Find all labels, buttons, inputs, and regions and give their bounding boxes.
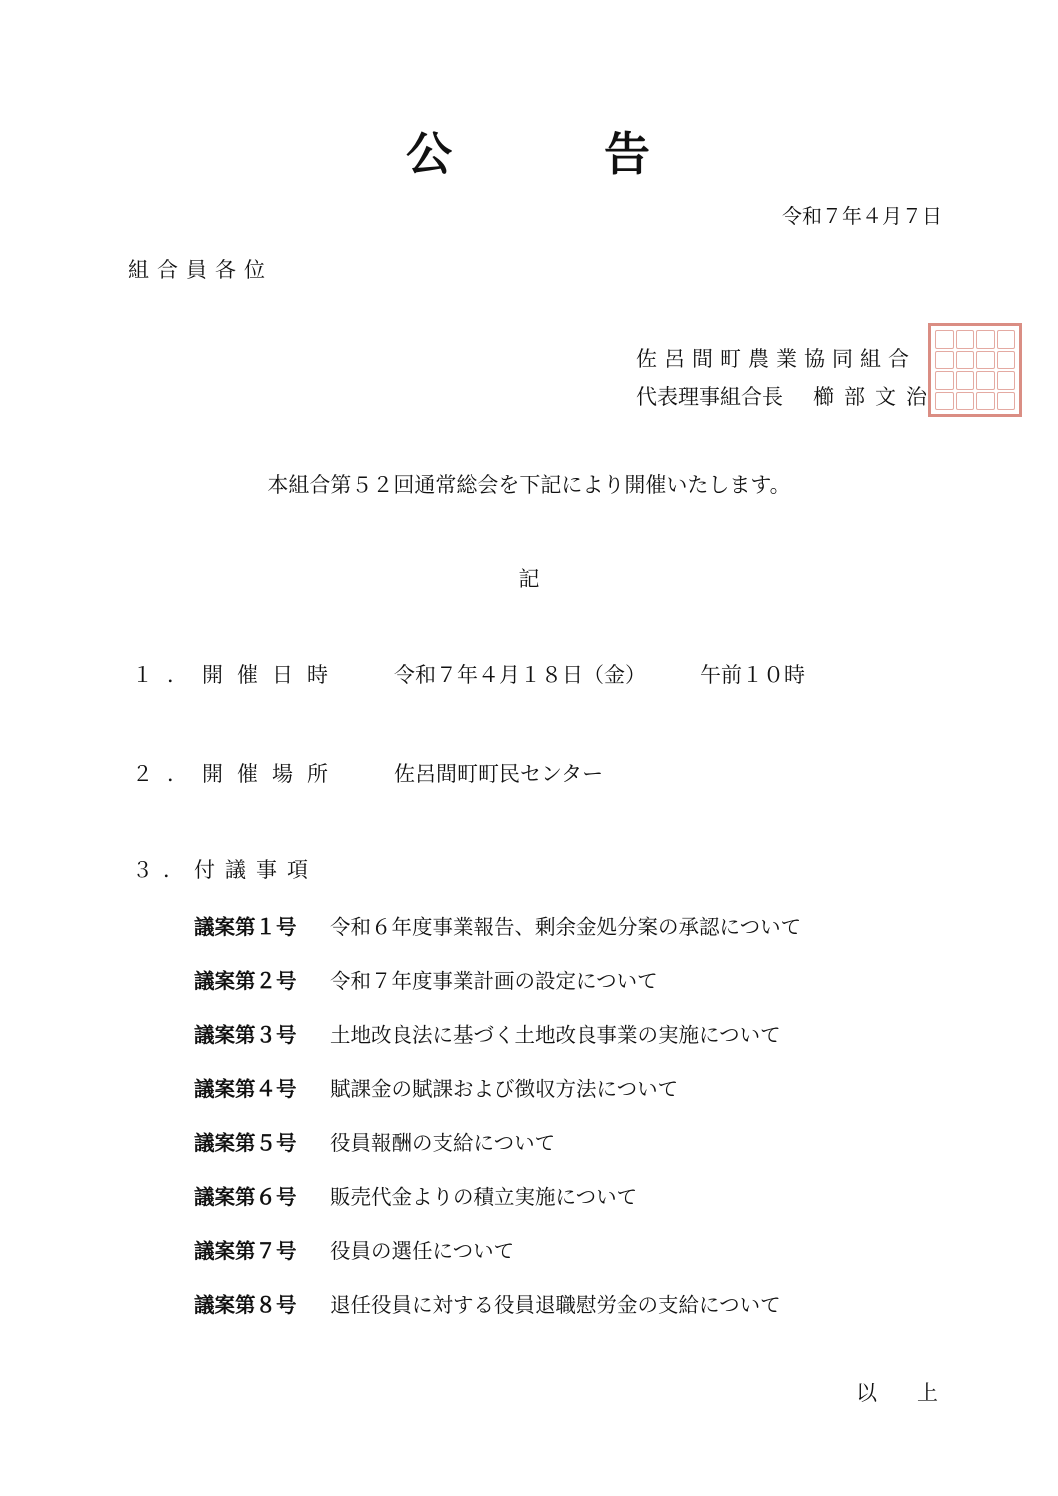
item-label: ２．開催場所 [132, 762, 342, 786]
title-char-2: 告 [604, 127, 652, 181]
agenda-text: 役員の選任について [330, 1239, 515, 1263]
agenda-item [194, 964, 658, 994]
agenda-item [194, 1126, 555, 1156]
item-label: ３．付議事項 [132, 858, 318, 882]
issue-date: 令和７年４月７日 [782, 204, 942, 228]
agenda-number: 議案第８号 [194, 1293, 297, 1317]
agenda-number: 議案第３号 [194, 1023, 297, 1047]
agenda-item [194, 1234, 514, 1264]
agenda-number: 議案第７号 [194, 1239, 297, 1263]
item-meeting-datetime [132, 659, 805, 689]
agenda-text: 退任役員に対する役員退職慰労金の支給について [330, 1293, 781, 1317]
agenda-item [194, 1288, 781, 1318]
item-value: 令和７年４月１８日（金） [394, 663, 646, 687]
item-meeting-place [132, 758, 603, 788]
addressee: 組合員各位 [128, 258, 273, 282]
item-time: 午前１０時 [700, 663, 805, 687]
agenda-text: 販売代金よりの積立実施について [330, 1185, 638, 1209]
issuer-organization: 佐呂間町農業協同組合 [636, 347, 916, 371]
item-value: 佐呂間町町民センター [394, 762, 604, 786]
agenda-text: 令和７年度事業計画の設定について [330, 969, 658, 993]
agenda-item [194, 1018, 781, 1048]
notice-title [0, 118, 1058, 184]
official-seal-stamp [928, 323, 1022, 417]
agenda-text: 令和６年度事業報告、剰余金処分案の承認について [330, 915, 802, 939]
agenda-number: 議案第６号 [194, 1185, 297, 1209]
issuer-name: 櫛部文治 [813, 385, 937, 409]
agenda-number: 議案第２号 [194, 969, 297, 993]
issuer-representative [636, 381, 937, 411]
agenda-number: 議案第１号 [194, 915, 297, 939]
agenda-number: 議案第４号 [194, 1077, 297, 1101]
item-agenda-heading [132, 854, 394, 884]
agenda-text: 賦課金の賦課および徴収方法について [330, 1077, 679, 1101]
intro-text: 本組合第５２回通常総会を下記により開催いたします。 [267, 473, 791, 497]
issuer-title: 代表理事組合長 [636, 385, 783, 409]
agenda-item [194, 1072, 678, 1102]
ki-heading: 記 [518, 567, 540, 591]
closing-mark: 以上 [856, 1381, 978, 1405]
agenda-item [194, 910, 801, 940]
agenda-item [194, 1180, 637, 1210]
agenda-text: 役員報酬の支給について [330, 1131, 556, 1155]
item-label: １．開催日時 [132, 663, 342, 687]
title-char-1: 公 [406, 127, 454, 181]
agenda-text: 土地改良法に基づく土地改良事業の実施について [330, 1023, 781, 1047]
agenda-number: 議案第５号 [194, 1131, 297, 1155]
